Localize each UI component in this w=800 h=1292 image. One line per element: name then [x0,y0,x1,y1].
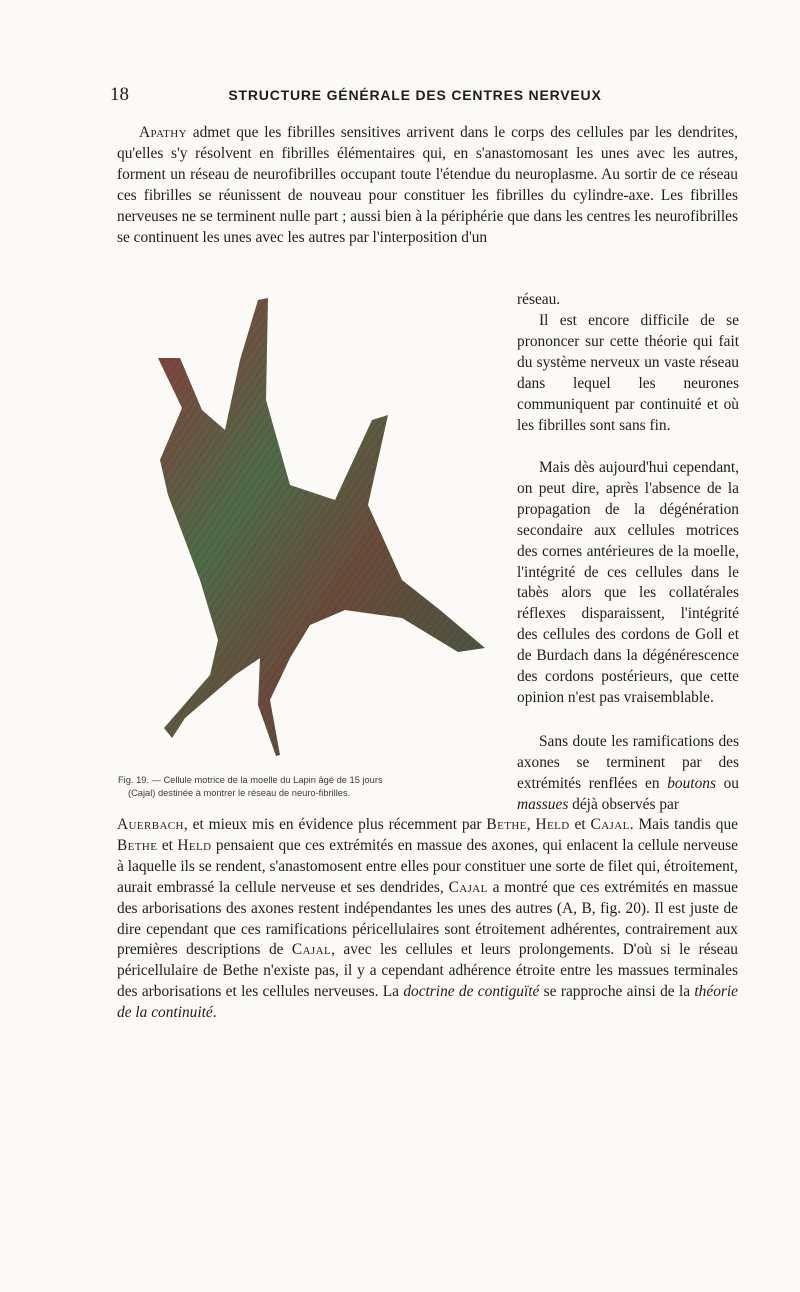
cont-text-g: a montré que ces extrémités en massue des arborisations des axones restent indépendantes les unes des autres (A, B, fig. 20). Il est juste de dire cependant que ces ramifications péricellulaires sont étroitement adhérentes, contrairement aux premières descriptions de [117,878,738,959]
author-auerbach: Auerbach [117,816,184,833]
cont-text-j: . [212,1004,217,1022]
boutons-text-c: déjà observés par [568,795,679,813]
term-doctrine-contiguite: doctrine de contiguïté [403,983,540,1001]
term-theorie-continuite: théorie de la continuité [117,983,738,1022]
author-bethe-2: Bethe [117,836,158,854]
author-held-2: Held [177,836,212,854]
cont-text-h: , avec les cellules et leurs prolongements. D'où si le réseau péricellulaire de Bethe n'existe pas, il y a cependant adhérence étroite entre les massues terminales des arborisations et les cellules nerveuses. La [117,941,738,1001]
running-title: STRUCTURE GÉNÉRALE DES CENTRES NERVEUX [228,87,602,103]
cont-text-a: , et mieux mis en évidence plus récemment par [183,816,487,833]
paragraph-apathy [117,123,738,248]
boutons-text-a: Sans doute les ramifications des axones se terminent par des extrémités renflées en [517,733,739,792]
cont-text-i: se rapproche ainsi de la [539,983,695,1001]
author-cajal-3: Cajal [291,941,332,959]
author-bethe: Bethe [486,816,527,833]
page-header [90,84,740,108]
author-held: Held [535,816,570,833]
author-cajal: Cajal [590,816,630,833]
motor-neuron-illustration [140,280,500,760]
paragraph-today: Mais dès aujourd'hui cependant, on peut dire, après l'absence de la propagation de la dégénération secondaire aux cellules motrices des cornes antérieures de la moelle, l'intégrité de ces cellules dans le tabès alors que les collatérales réflexes disparaissent, l'intégrité des cellules des cordons de Goll et de Burdach dans la dégénérescence des cordons postérieurs, que cette opinion n'est pas vraisemblable. [517,459,739,706]
neuron-body [158,298,485,756]
caption-line-2: (Cajal) destinée à montrer le réseau de neuro-fibrilles. [128,788,351,798]
cont-text-c: et [569,816,591,833]
boutons-text-b: ou [715,774,739,792]
cont-text-e: et [157,836,178,854]
author-apathy: Apathy [139,124,187,141]
author-cajal-2: Cajal [448,878,488,896]
fibril-network [158,298,485,756]
paragraph-boutons [517,732,739,816]
cont-text-b: , [526,816,536,833]
paragraph-theory: Il est encore difficile de se prononcer sur cette théorie qui fait du système nerveux un vaste réseau dans lequel les neurones communiquent par continuité et où les fibrilles sont sans fin. [517,312,739,434]
page-number: 18 [110,84,129,105]
caption-line-1: Fig. 19. — Cellule motrice de la moelle du Lapin âgé de 15 jours [118,775,383,785]
cont-text-d: . Mais tandis que [629,816,738,833]
figure-caption [118,774,508,800]
cont-text-f: pensaient que ces extrémités en massue des axones, qui enlacent la cellule nerveuse à laquelle ils se rendent, s'anastomosent entre elles pour constituer une sorte de filet qui, étroitement, aurait embrassé la cellule nerveuse et ses dendrides, [117,836,738,896]
paragraph-continuation [117,815,738,1024]
paragraph-apathy-end: réseau. [517,291,561,308]
paragraph-apathy-text: admet que les fibrilles sensitives arrivent dans le corps des cellules par les dendrites, qu'elles s'y résolvent en fibrilles élémentaires qui, en s'anastomosant les unes avec les autres, forment un réseau de neurofibrilles occupant toute l'étendue du neuroplasme. Au sortir de ce réseau ces fibrilles se réunissent de nouveau pour constituer les fibrilles du cylindre-axe. Les fibrilles nerveuses ne se terminent nulle part ; aussi bien à la périphérie que dans les centres les neurofibrilles se continuent les unes avec les autres par l'interposition d'un [117,124,738,246]
term-boutons: boutons [667,774,716,792]
term-massues: massues [517,795,569,813]
